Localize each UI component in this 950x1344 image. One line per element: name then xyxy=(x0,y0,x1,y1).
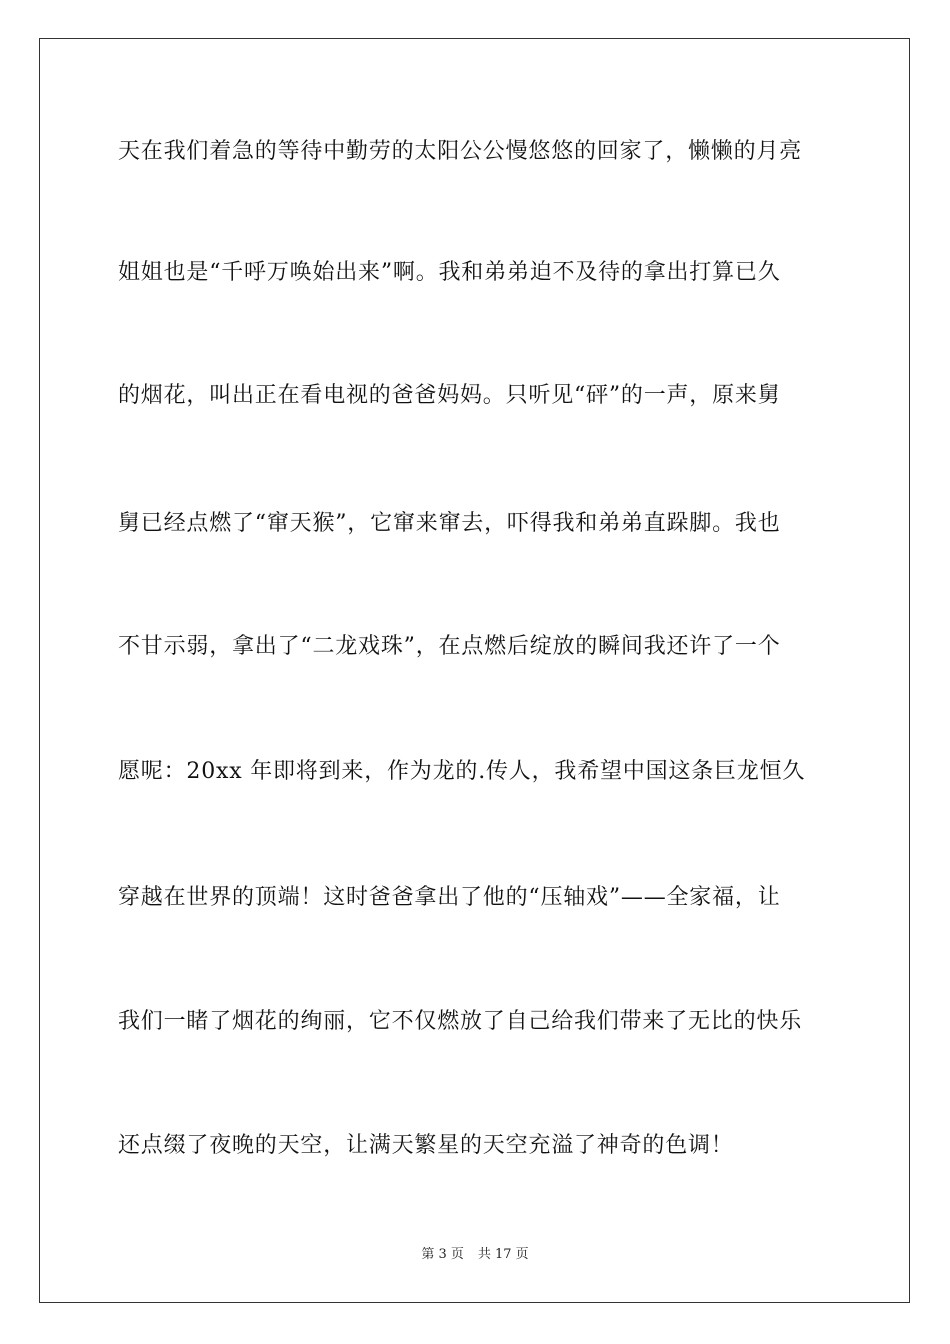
page-footer xyxy=(0,1246,950,1264)
page-border xyxy=(39,38,910,1303)
text-line: 不甘示弱，拿出了“二龙戏珠”，在点燃后绽放的瞬间我还许了一个 xyxy=(118,634,781,659)
text-line: 我们一睹了烟花的绚丽，它不仅燃放了自己给我们带来了无比的快乐 xyxy=(118,1009,803,1034)
text-line: 愿呢：20xx 年即将到来，作为龙的.传人，我希望中国这条巨龙恒久 xyxy=(118,759,806,784)
text-line: 天在我们着急的等待中勤劳的太阳公公慢悠悠的回家了，懒懒的月亮 xyxy=(118,139,803,164)
text-line: 舅已经点燃了“窜天猴”，它窜来窜去，吓得我和弟弟直跺脚。我也 xyxy=(118,511,781,536)
text-line: 姐姐也是“千呼万唤始出来”啊。我和弟弟迫不及待的拿出打算已久 xyxy=(118,260,781,285)
text-line: 还点缀了夜晚的天空，让满天繁星的天空充溢了神奇的色调！ xyxy=(118,1133,734,1158)
page-number-total: 共 17 页 xyxy=(477,1247,529,1262)
text-line: 穿越在世界的顶端！这时爸爸拿出了他的“压轴戏”——全家福，让 xyxy=(118,885,781,910)
text-line: 的烟花，叫出正在看电视的爸爸妈妈。只听见“砰”的一声，原来舅 xyxy=(118,383,781,408)
page-number-current: 第 3 页 xyxy=(421,1247,464,1262)
